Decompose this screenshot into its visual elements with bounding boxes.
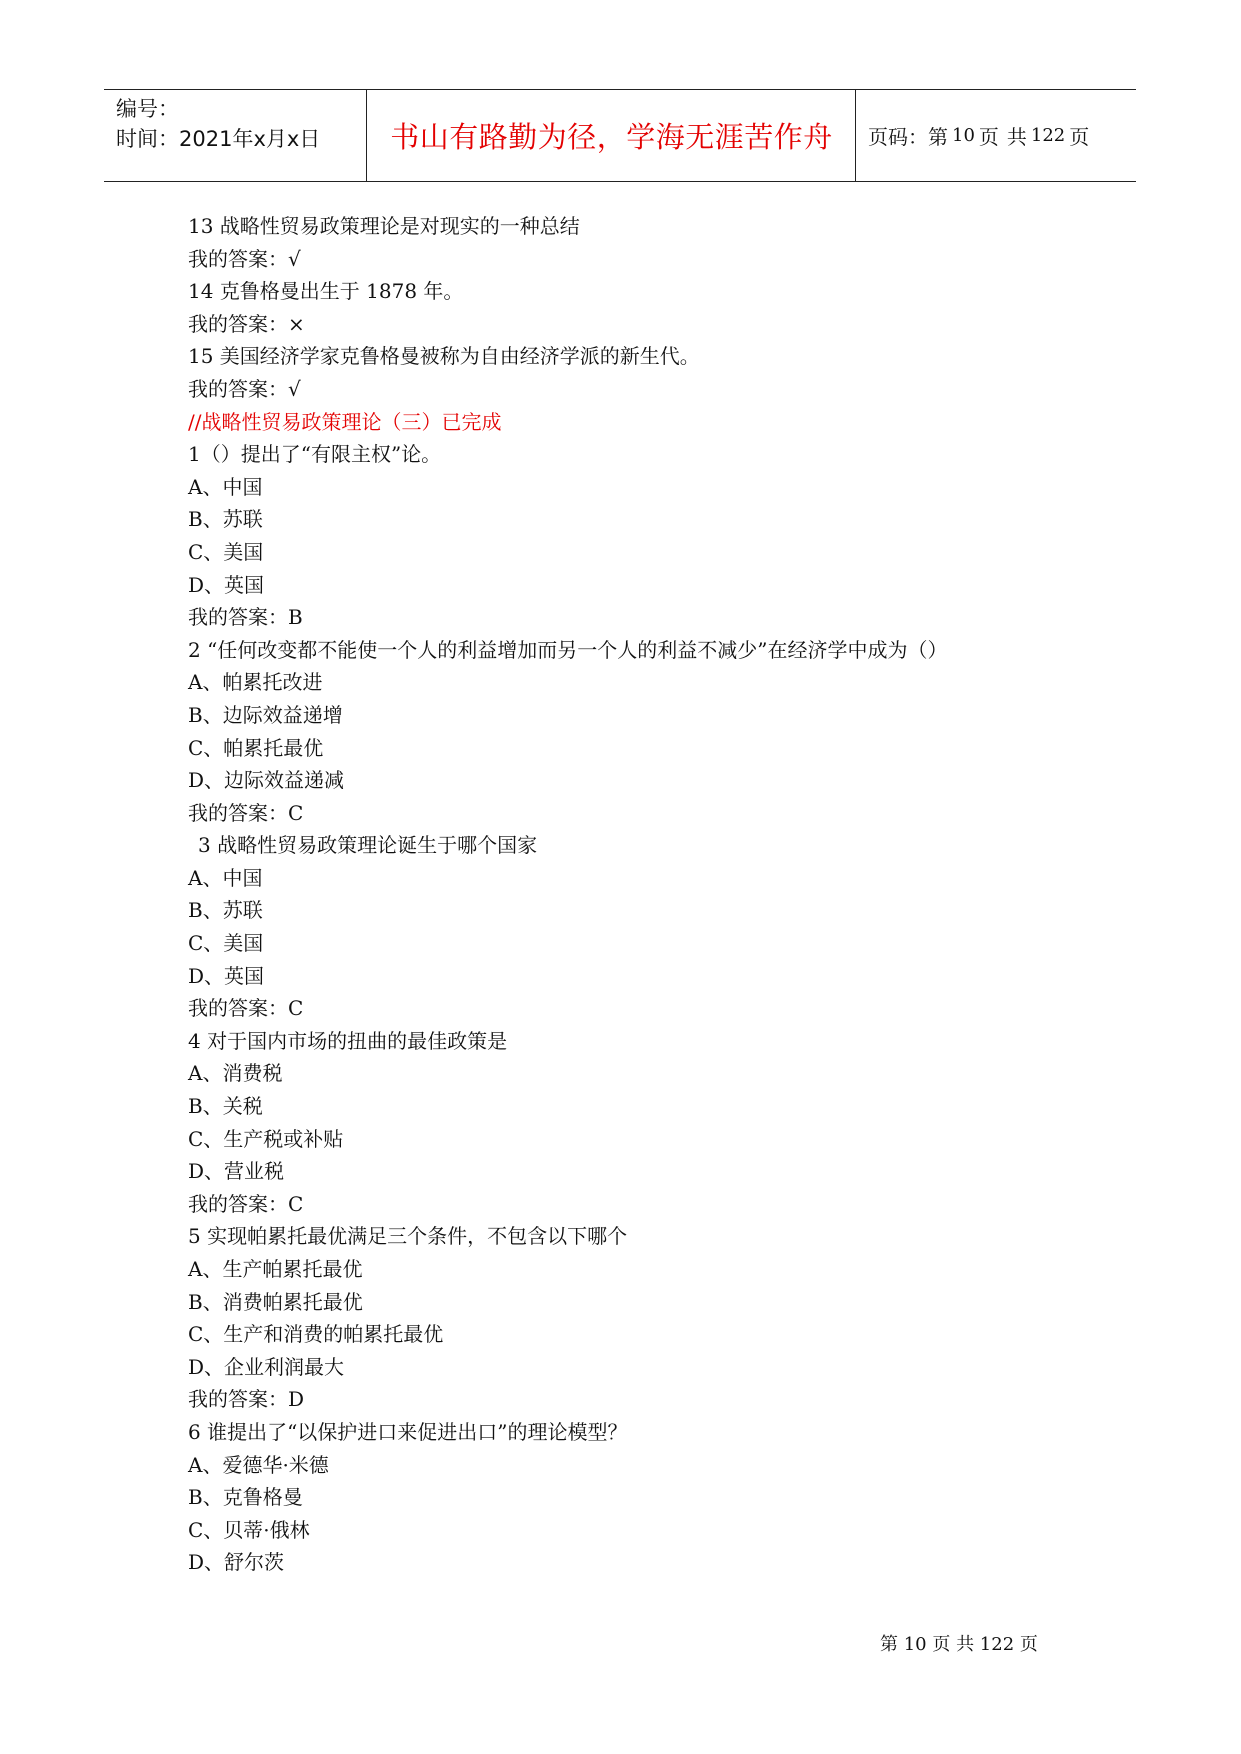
text-line: 我的答案：C	[188, 1191, 304, 1216]
text-line: D、营业税	[188, 1159, 285, 1184]
text-line: A、中国	[188, 474, 263, 499]
text-line: A、爱德华·米德	[188, 1452, 329, 1477]
section-heading: //战略性贸易政策理论（三）已完成	[188, 409, 502, 434]
text-line: A、消费税	[188, 1061, 283, 1086]
text-line: D、英国	[188, 572, 265, 597]
page-prefix: 页码：	[868, 124, 928, 149]
text-line: D、企业利润最大	[188, 1354, 345, 1379]
text-line: C、生产税或补贴	[188, 1126, 344, 1151]
text-line: A、帕累托改进	[188, 670, 323, 695]
text-line: 13 战略性贸易政策理论是对现实的一种总结	[188, 214, 580, 238]
text-line: B、边际效益递增	[188, 702, 343, 727]
text-line: B、苏联	[188, 507, 263, 532]
header-motto: 书山有路勤为径，学海无涯苦作舟	[390, 119, 833, 154]
text-line: 6 谁提出了“以保护进口来促进出口”的理论模型？	[188, 1419, 628, 1444]
page-number: 10	[952, 124, 975, 146]
text-line: D、舒尔茨	[188, 1550, 285, 1575]
text-line: 我的答案：C	[188, 800, 304, 825]
time-text: 时间：2021年x月x日	[116, 127, 321, 151]
text-line: B、消费帕累托最优	[188, 1289, 363, 1314]
page-total: 122	[1030, 124, 1066, 146]
text-line: 我的答案：√	[188, 376, 301, 401]
text-line: B、苏联	[188, 898, 263, 923]
text-line: 我的答案：√	[188, 246, 301, 271]
page-footer: 第 10 页 共 122 页	[880, 1634, 1038, 1655]
text-line: 我的答案：×	[188, 311, 305, 336]
page-header	[104, 89, 1136, 182]
text-line: D、边际效益递减	[188, 768, 345, 793]
text-line: A、生产帕累托最优	[188, 1257, 363, 1281]
text-line: 3 战略性贸易政策理论诞生于哪个国家	[198, 833, 538, 858]
page-ye: 页	[978, 124, 999, 149]
page-ye-2: 页	[1069, 124, 1090, 149]
page-gong: 共	[1006, 124, 1027, 149]
text-line: C、美国	[188, 539, 264, 564]
header-info	[116, 94, 356, 154]
text-line: 2 “任何改变都不能使一个人的利益增加而另一个人的利益不减少”在经济学中成为（）	[188, 637, 948, 662]
text-line: 我的答案：B	[188, 605, 303, 630]
text-line: B、关税	[188, 1094, 263, 1119]
text-line: C、美国	[188, 931, 264, 956]
text-line: A、中国	[188, 865, 263, 890]
text-line: B、克鲁格曼	[188, 1485, 303, 1510]
document-body	[188, 210, 1088, 1579]
text-line: 15 美国经济学家克鲁格曼被称为自由经济学派的新生代。	[188, 344, 700, 369]
text-line: C、生产和消费的帕累托最优	[188, 1322, 444, 1347]
text-line: D、英国	[188, 963, 265, 988]
text-line: 5 实现帕累托最优满足三个条件，不包含以下哪个	[188, 1224, 628, 1249]
text-line: 我的答案：C	[188, 996, 304, 1021]
header-page-info	[868, 90, 1089, 180]
page-di: 第	[928, 124, 948, 149]
serial-label: 编号：	[116, 97, 179, 121]
header-divider-left	[366, 90, 367, 181]
text-line: 14 克鲁格曼出生于 1878 年。	[188, 279, 464, 304]
text-line: 我的答案：D	[188, 1387, 305, 1412]
text-line: C、贝蒂·俄林	[188, 1517, 310, 1542]
text-line: 1（）提出了“有限主权”论。	[188, 442, 442, 467]
text-line: 4 对于国内市场的扭曲的最佳政策是	[188, 1028, 508, 1053]
text-line: C、帕累托最优	[188, 735, 324, 760]
header-divider-right	[855, 90, 856, 181]
